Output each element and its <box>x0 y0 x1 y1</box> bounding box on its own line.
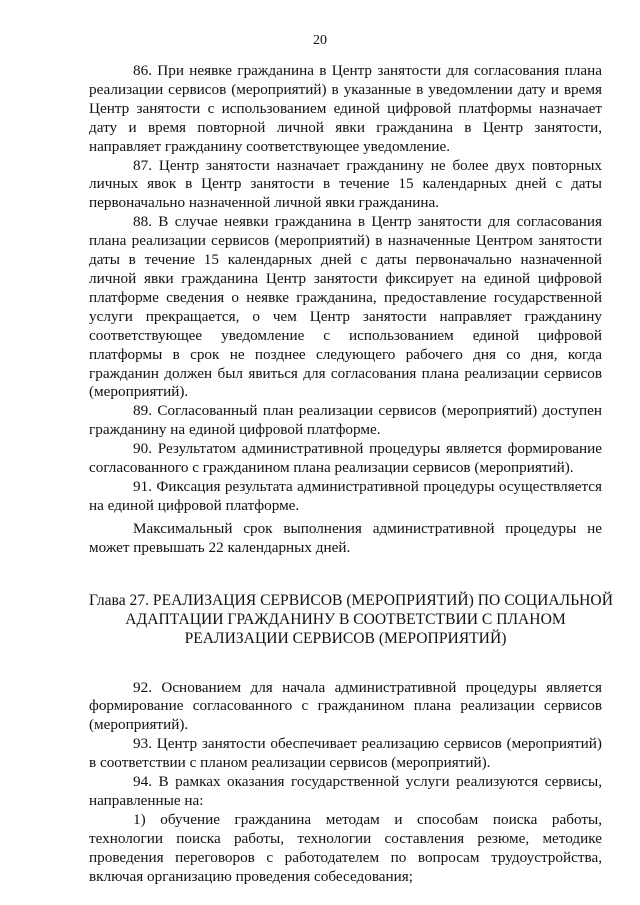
paragraph-89: 89. Согласованный план реализации сервисов (мероприятий) доступен гражданину на единой цифровой платформе. <box>89 402 602 439</box>
list-item-1: 1) обучение гражданина методам и способам поиска работы, технологии поиска работы, технологии составления резюме, методике проведения переговоров с работодателем по вопросам трудоустройства, включая организацию проведения собеседования; <box>89 810 602 885</box>
paragraph-87: 87. Центр занятости назначает гражданину не более двух повторных личных явок в Центр занятости в течение 15 календарных дней с даты первоначально назначенной личной явки гражданина. <box>89 156 602 212</box>
paragraph-86: 86. При неявке гражданина в Центр занятости для согласования плана реализации сервисов (мероприятий) в указанные в уведомлении дату и время Центр занятости с использованием единой цифровой платформы назначает дату и время повторной личной явки гражданина в Центр занятости, направляет гражданину соответствующее уведомление. <box>89 62 602 155</box>
paragraph-88: 88. В случае неявки гражданина в Центр занятости для согласования плана реализации сервисов (мероприятий) в назначенные Центром занятости даты в течение 15 календарных дней с даты первоначально назначенной личной явки гражданина Центр занятости фиксирует на единой цифровой платформе сведения о неявке гражданина, предоставление государственной услуги прекращается, о чем Центр занятости направляет гражданину соответствующее уведомление с использованием единой цифровой платформы в срок не позднее следующего рабочего дня со дня, когда гражданин должен был явиться для согласования плана реализации сервисов (мероприятий). <box>89 213 602 401</box>
paragraph-92: 92. Основанием для начала административной процедуры является формирование согласованного с гражданином плана реализации сервисов (мероприятий). <box>89 678 602 734</box>
paragraph-90: 90. Результатом административной процедуры является формирование согласованного с гражданином плана реализации сервисов (мероприятий). <box>89 440 602 477</box>
chapter-heading-line: РЕАЛИЗАЦИИ СЕРВИСОВ (МЕРОПРИЯТИЙ) <box>184 629 507 647</box>
chapter-heading-line: АДАПТАЦИИ ГРАЖДАНИНУ В СООТВЕТСТВИИ С ПЛАНОМ <box>125 610 566 628</box>
paragraph-94: 94. В рамках оказания государственной услуги реализуются сервисы, направленные на: <box>89 773 602 809</box>
document-body <box>89 62 613 887</box>
paragraph-91: 91. Фиксация результата административной процедуры осуществляется на единой цифровой платформе. <box>89 477 602 514</box>
paragraph-max-term: Максимальный срок выполнения административной процедуры не может превышать 22 календарных дней. <box>89 519 602 556</box>
chapter-heading <box>89 591 613 648</box>
page-number: 20 <box>313 33 327 48</box>
paragraph-93: 93. Центр занятости обеспечивает реализацию сервисов (мероприятий) в соответствии с планом реализации сервисов (мероприятий). <box>89 735 602 772</box>
chapter-heading-line: Глава 27. РЕАЛИЗАЦИЯ СЕРВИСОВ (МЕРОПРИЯТИЙ) ПО СОЦИАЛЬНОЙ <box>89 591 613 609</box>
